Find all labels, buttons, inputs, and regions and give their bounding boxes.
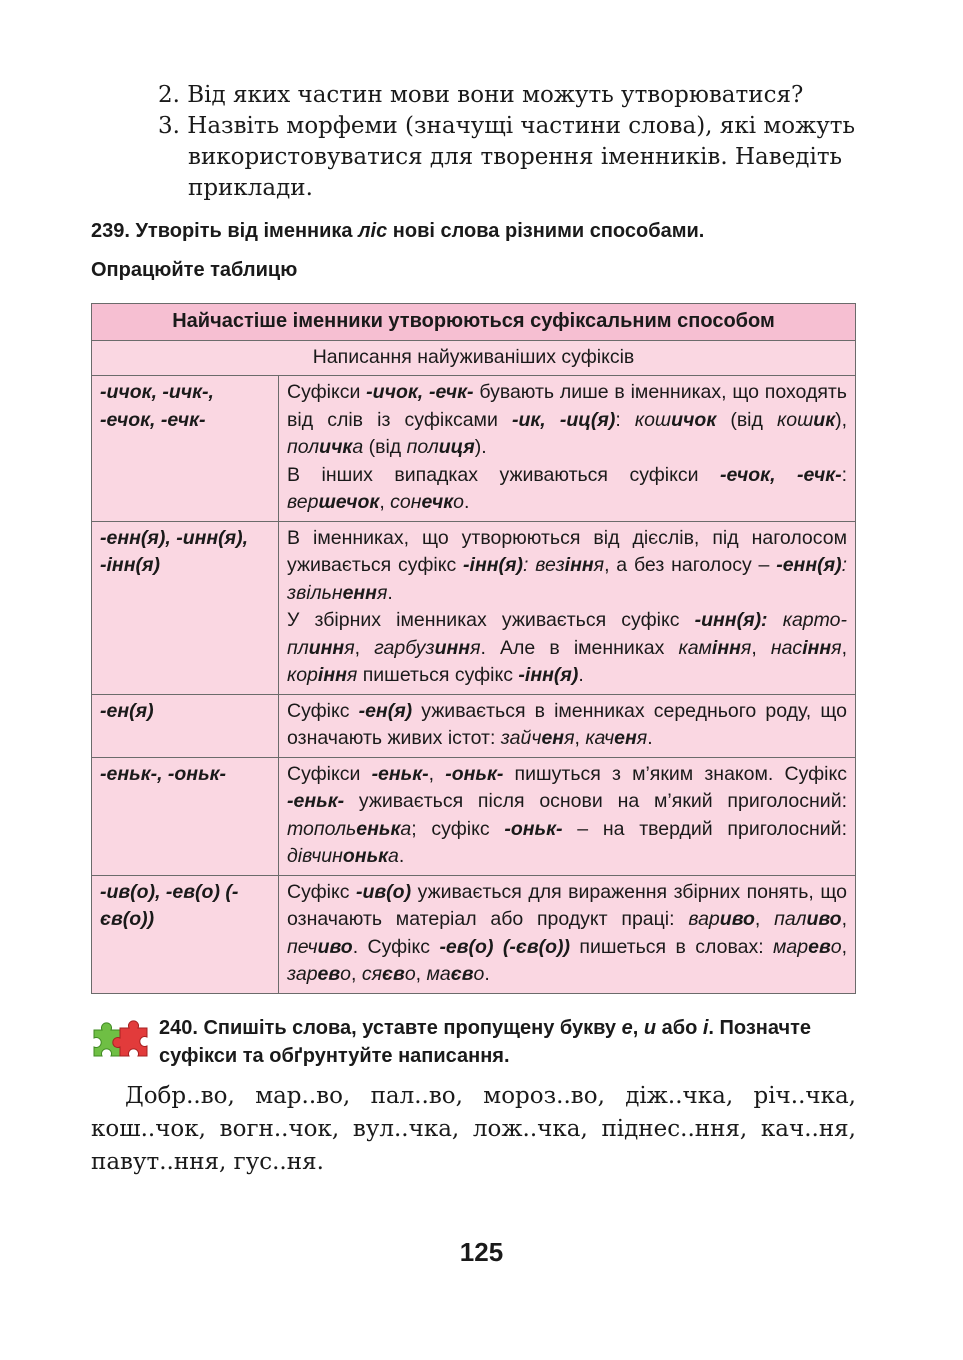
description-cell: Суфікс -ив(о) уживається для вираження збірних понять, що означають матеріал або продукт праці: вариво, паливо, печиво. Суфікс -ев(о) (-єв(о)) пишеться в словах: марево, зарево, сяєво, маєво.: [279, 875, 856, 993]
table-subtitle: Написання найуживаніших суфіксів: [92, 340, 856, 376]
puzzle-icon: [90, 1018, 156, 1060]
suffix-table: [91, 303, 856, 994]
suffix-cell: -ив(о), -ев(о) (-єв(о)): [92, 875, 279, 993]
suffix-cell: -ичок, -ичк-, -ечок, -ечк-: [92, 376, 279, 522]
table-row: [92, 875, 856, 993]
table-row: [92, 521, 856, 694]
question-2: 2. Від яких частин мови вони можуть утворюватися?: [158, 82, 804, 108]
exercise-240-words: Добр..во, мар..во, пал..во, мороз..во, діж..чка, річ..чка, кош..чок, вогн..чок, вул..чка, лож..чка, піднес..ння, кач..ня, павут..ння, гус..ня.: [91, 1083, 856, 1175]
suffix-cell: -енн(я), -инн(я), -інн(я): [92, 521, 279, 694]
ex239-text: 239. Утворіть від іменника: [91, 220, 359, 242]
description-cell: В іменниках, що утворюються від дієслів, під наголосом уживається суфікс -інн(я): везіння, а без наголосу – -енн(я): звільнення. У збірних іменниках уживається суфікс -инн(я): картоплиння, гарбузиння. Але в іменниках каміння, насіння, коріння пишеться суфікс -інн(я).: [279, 521, 856, 694]
study-table-title: Опрацюйте таблицю: [91, 259, 298, 281]
suffix-cell: -еньк-, -оньк-: [92, 757, 279, 875]
review-questions: [158, 80, 858, 204]
page-number: 125: [459, 1237, 504, 1267]
description-cell: Суфікси -ичок, -ечк- бувають лише в іменниках, що походять від слів із суфіксами -ик, -иц(я): кошичок (від кошик), поличка (від полиця). В інших випадках уживаються суфікси -ечок, -ечк-: вершечок, сонечко.: [279, 376, 856, 522]
description-cell: Суфікс -ен(я) уживається в іменниках середнього роду, що означають живих істот: зайченя, каченя.: [279, 694, 856, 757]
ex239-text-end: нові слова різними способами.: [387, 220, 705, 242]
question-3: 3. Назвіть морфеми (значущі частини слова), які можуть використовуватися для творення іменників. Наведіть приклади.: [158, 113, 856, 201]
table-row: [92, 376, 856, 522]
ex239-word: ліс: [358, 220, 388, 242]
table-row: [92, 757, 856, 875]
exercise-239-title: [91, 220, 861, 243]
suffix-cell: -ен(я): [92, 694, 279, 757]
exercise-240-title: 240. Спишіть слова, уставте пропущену букву е, и або і. Позначте суфікси та обґрунтуйте написання.: [159, 1017, 812, 1067]
table-row: [92, 694, 856, 757]
description-cell: Суфікси -еньк-, -оньк- пишуться з м’яким знаком. Суфікс -еньк- уживається після основи на м’який приголосний: топольенька; суфікс -оньк- – на твердий приголосний: дівчинонька.: [279, 757, 856, 875]
table-title: Найчастіше іменники утворюються суфіксальним способом: [92, 304, 856, 341]
